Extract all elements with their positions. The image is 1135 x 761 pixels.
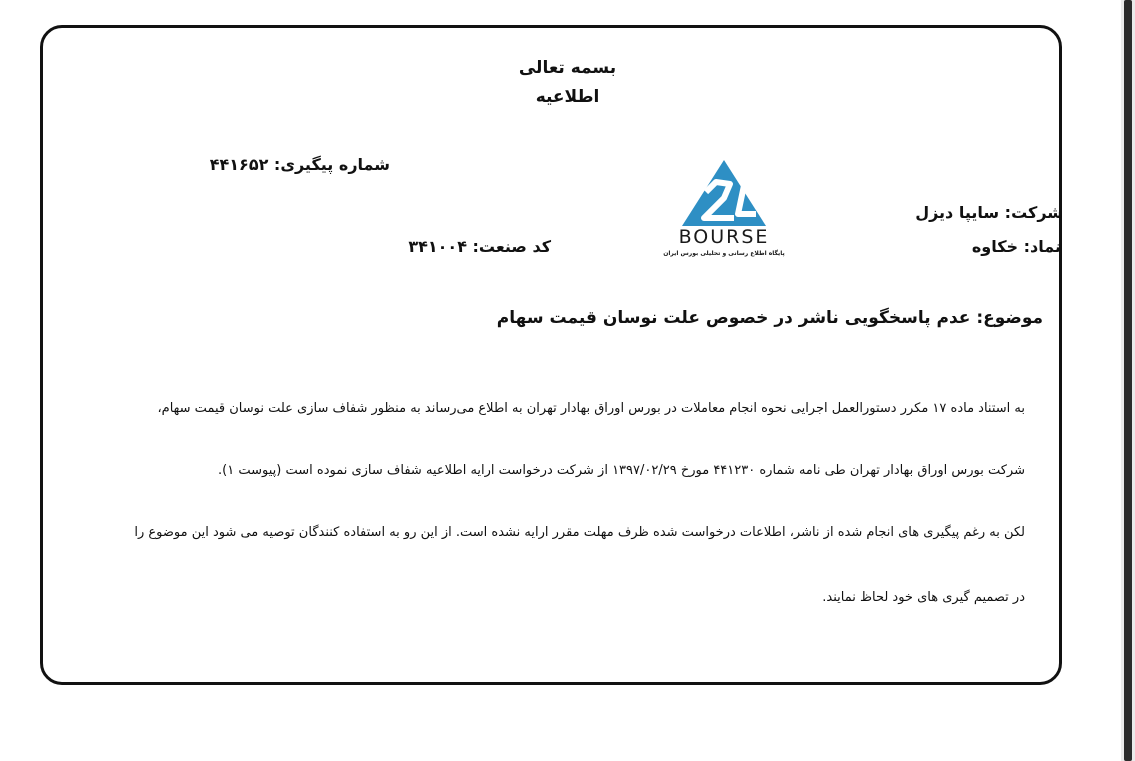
bourse-logo xyxy=(660,158,788,258)
subject-line: موضوع: عدم پاسخگویی ناشر در خصوص علت نوسان قیمت سهام xyxy=(496,308,1043,328)
scrollbar-track[interactable] xyxy=(1121,0,1135,761)
company-name: شرکت: سایپا دیزل xyxy=(915,203,1063,222)
body-line-1: به استناد ماده ۱۷ مکرر دستورالعمل اجرایی نحوه انجام معاملات در بورس اوراق بهادار تهران به اطلاع می‌رساند به منظور شفاف سازی علت نوسان قیمت سهام، xyxy=(157,401,1025,416)
body-line-3: لکن به رغم پیگیری های انجام شده از ناشر، اطلاعات درخواست شده ظرف مهلت مقرر ارایه نشده است. از این رو به استفاده کنندگان توصیه می شود این موضوع را xyxy=(134,525,1025,540)
body-line-2: شرکت بورس اوراق بهادار تهران طی نامه شماره ۴۴۱۲۳۰ مورخ ۱۳۹۷/۰۲/۲۹ از شرکت درخواست ارایه اطلاعیه شفاف سازی نموده است (پیوست ۱). xyxy=(218,463,1025,478)
svg-text:BOURSE: BOURSE xyxy=(678,226,770,248)
scrollbar-thumb[interactable] xyxy=(1124,0,1132,761)
body-line-4: در تصمیم گیری های خود لحاظ نمایند. xyxy=(822,590,1025,605)
bourse-logo-icon xyxy=(660,158,788,258)
svg-text:پایگاه اطلاع رسانی و تحلیلی بو: پایگاه اطلاع رسانی و تحلیلی بورس ایران xyxy=(663,250,785,257)
invocation-heading: بسمه تعالی xyxy=(518,58,617,78)
notice-frame xyxy=(40,25,1062,685)
notice-title: اطلاعیه xyxy=(535,87,600,107)
symbol: نماد: خکاوه xyxy=(971,237,1061,256)
tracking-number: شماره پیگیری: ۴۴۱۶۵۲ xyxy=(209,155,390,174)
industry-code: کد صنعت: ۳۴۱۰۰۴ xyxy=(408,237,551,256)
